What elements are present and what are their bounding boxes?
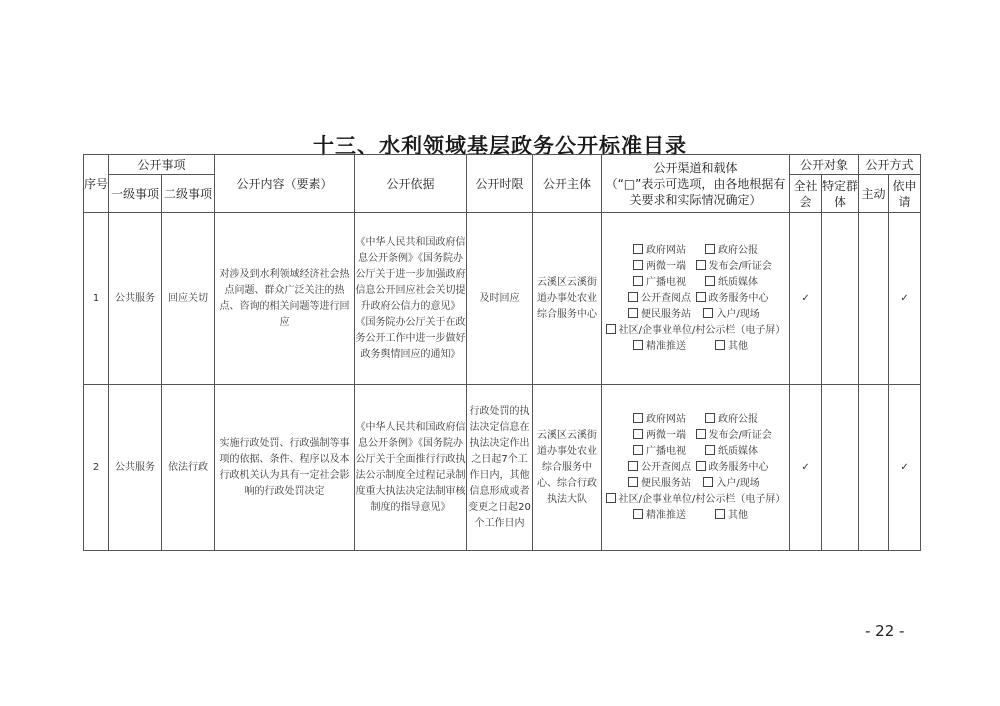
row-obj-specific	[822, 213, 859, 385]
channel-item: 公开查阅点	[624, 460, 696, 476]
row-time-limit: 及时回应	[467, 213, 533, 385]
row-method-apply-check: ✓	[889, 385, 921, 551]
checkbox-icon	[633, 244, 643, 254]
checkbox-icon	[696, 292, 706, 302]
channel-item: 两微一端	[624, 259, 696, 275]
row-level1: 公共服务	[109, 213, 162, 385]
page-number: - 22 -	[865, 622, 905, 640]
checkbox-icon	[703, 477, 713, 487]
row-seq: 2	[84, 385, 109, 551]
header-method-active: 主动	[859, 175, 889, 213]
row-subject: 云溪区云溪街道办事处农业综合服务中心、综合行政执法大队	[533, 385, 602, 551]
row-time-limit: 行政处罚的执法决定信息在执法决定作出之日起7个工作日内，其他信息形成或者变更之日起20个工作日内	[467, 385, 533, 551]
channel-item: 社区/企事业单位/村公示栏（电子屏）	[606, 492, 786, 508]
checkbox-icon	[633, 260, 643, 270]
header-channel-note: （“□”表示可选项，由各地根据有关要求和实际情况确定）	[605, 176, 786, 207]
channel-item: 其他	[696, 508, 768, 524]
row-obj-all-check: ✓	[790, 213, 822, 385]
channel-item: 发布会/听证会	[696, 428, 768, 444]
checkbox-icon	[633, 413, 643, 423]
row-obj-all-check: ✓	[790, 385, 822, 551]
header-obj-all: 全社会	[790, 175, 822, 213]
row-content: 对涉及到水利领域经济社会热点问题、群众广泛关注的热点、咨询的相关问题等进行回应	[215, 213, 355, 385]
row-level2: 依法行政	[162, 385, 215, 551]
checkbox-icon	[628, 308, 638, 318]
checkbox-icon	[705, 276, 715, 286]
header-basis: 公开依据	[355, 155, 467, 213]
checkbox-icon	[628, 461, 638, 471]
row-obj-specific	[822, 385, 859, 551]
checkbox-icon	[696, 429, 706, 439]
checkbox-icon	[633, 509, 643, 519]
header-method: 公开方式	[859, 155, 921, 175]
channel-item: 纸质媒体	[696, 275, 768, 291]
checkbox-icon	[628, 292, 638, 302]
checkbox-icon	[633, 340, 643, 350]
checkbox-icon	[715, 340, 725, 350]
channel-item: 其他	[696, 339, 768, 355]
checkbox-icon	[715, 509, 725, 519]
channel-item: 精准推送	[624, 339, 696, 355]
checkbox-icon	[696, 260, 706, 270]
channel-item: 便民服务站	[624, 476, 696, 492]
header-object: 公开对象	[790, 155, 859, 175]
channel-item: 政府公报	[696, 243, 768, 259]
checkbox-icon	[633, 429, 643, 439]
channel-item: 政务服务中心	[696, 460, 768, 476]
row-method-active	[859, 385, 889, 551]
catalog-table	[83, 154, 921, 551]
row-subject: 云溪区云溪街道办事处农业综合服务中心	[533, 213, 602, 385]
channel-item: 政府公报	[696, 412, 768, 428]
row-basis: 《中华人民共和国政府信息公开条例》《国务院办公厅关于全面推行行政执法公示制度全过程记录制度重大执法决定法制审核制度的指导意见》	[355, 385, 467, 551]
row-channels	[602, 385, 790, 551]
header-content: 公开内容（要素）	[215, 155, 355, 213]
checkbox-icon	[703, 308, 713, 318]
table-row	[84, 213, 921, 385]
row-content: 实施行政处罚、行政强制等事项的依据、条件、程序以及本行政机关认为具有一定社会影响的行政处罚决定	[215, 385, 355, 551]
row-level2: 回应关切	[162, 213, 215, 385]
checkbox-icon	[633, 445, 643, 455]
header-obj-specific: 特定群体	[822, 175, 859, 213]
channel-item: 社区/企事业单位/村公示栏（电子屏）	[606, 323, 786, 339]
channel-item: 发布会/听证会	[696, 259, 768, 275]
row-method-apply-check: ✓	[889, 213, 921, 385]
checkbox-icon	[628, 477, 638, 487]
header-items: 公开事项	[109, 155, 215, 175]
channel-item: 政府网站	[624, 412, 696, 428]
channel-item: 政府网站	[624, 243, 696, 259]
channel-item: 两微一端	[624, 428, 696, 444]
checkbox-icon	[606, 324, 616, 334]
header-channel	[602, 155, 790, 213]
header-level1: 一级事项	[109, 175, 162, 213]
row-method-active	[859, 213, 889, 385]
row-seq: 1	[84, 213, 109, 385]
checkbox-icon	[606, 493, 616, 503]
header-subject: 公开主体	[533, 155, 602, 213]
row-basis: 《中华人民共和国政府信息公开条例》《国务院办公厅关于进一步加强政府信息公开回应社会关切提升政府公信力的意见》《国务院办公厅关于在政务公开工作中进一步做好政务舆情回应的通知》	[355, 213, 467, 385]
checkbox-icon	[705, 244, 715, 254]
checkbox-icon	[696, 461, 706, 471]
table-row	[84, 385, 921, 551]
header-level2: 二级事项	[162, 175, 215, 213]
channel-item: 纸质媒体	[696, 444, 768, 460]
channel-item: 广播电视	[624, 444, 696, 460]
checkbox-icon	[633, 276, 643, 286]
row-channels	[602, 213, 790, 385]
page-title: 十三、水利领域基层政务公开标准目录	[313, 134, 687, 158]
channel-item: 便民服务站	[624, 307, 696, 323]
channel-item: 入户/现场	[696, 307, 768, 323]
channel-item: 入户/现场	[696, 476, 768, 492]
checkbox-icon	[705, 445, 715, 455]
channel-item: 公开查阅点	[624, 291, 696, 307]
header-method-apply: 依申请	[889, 175, 921, 213]
channel-item: 政务服务中心	[696, 291, 768, 307]
checkbox-icon	[705, 413, 715, 423]
channel-item: 精准推送	[624, 508, 696, 524]
channel-item: 广播电视	[624, 275, 696, 291]
header-time-limit: 公开时限	[467, 155, 533, 213]
row-level1: 公共服务	[109, 385, 162, 551]
header-channel-title: 公开渠道和载体	[653, 160, 738, 175]
header-seq: 序号	[84, 155, 109, 213]
